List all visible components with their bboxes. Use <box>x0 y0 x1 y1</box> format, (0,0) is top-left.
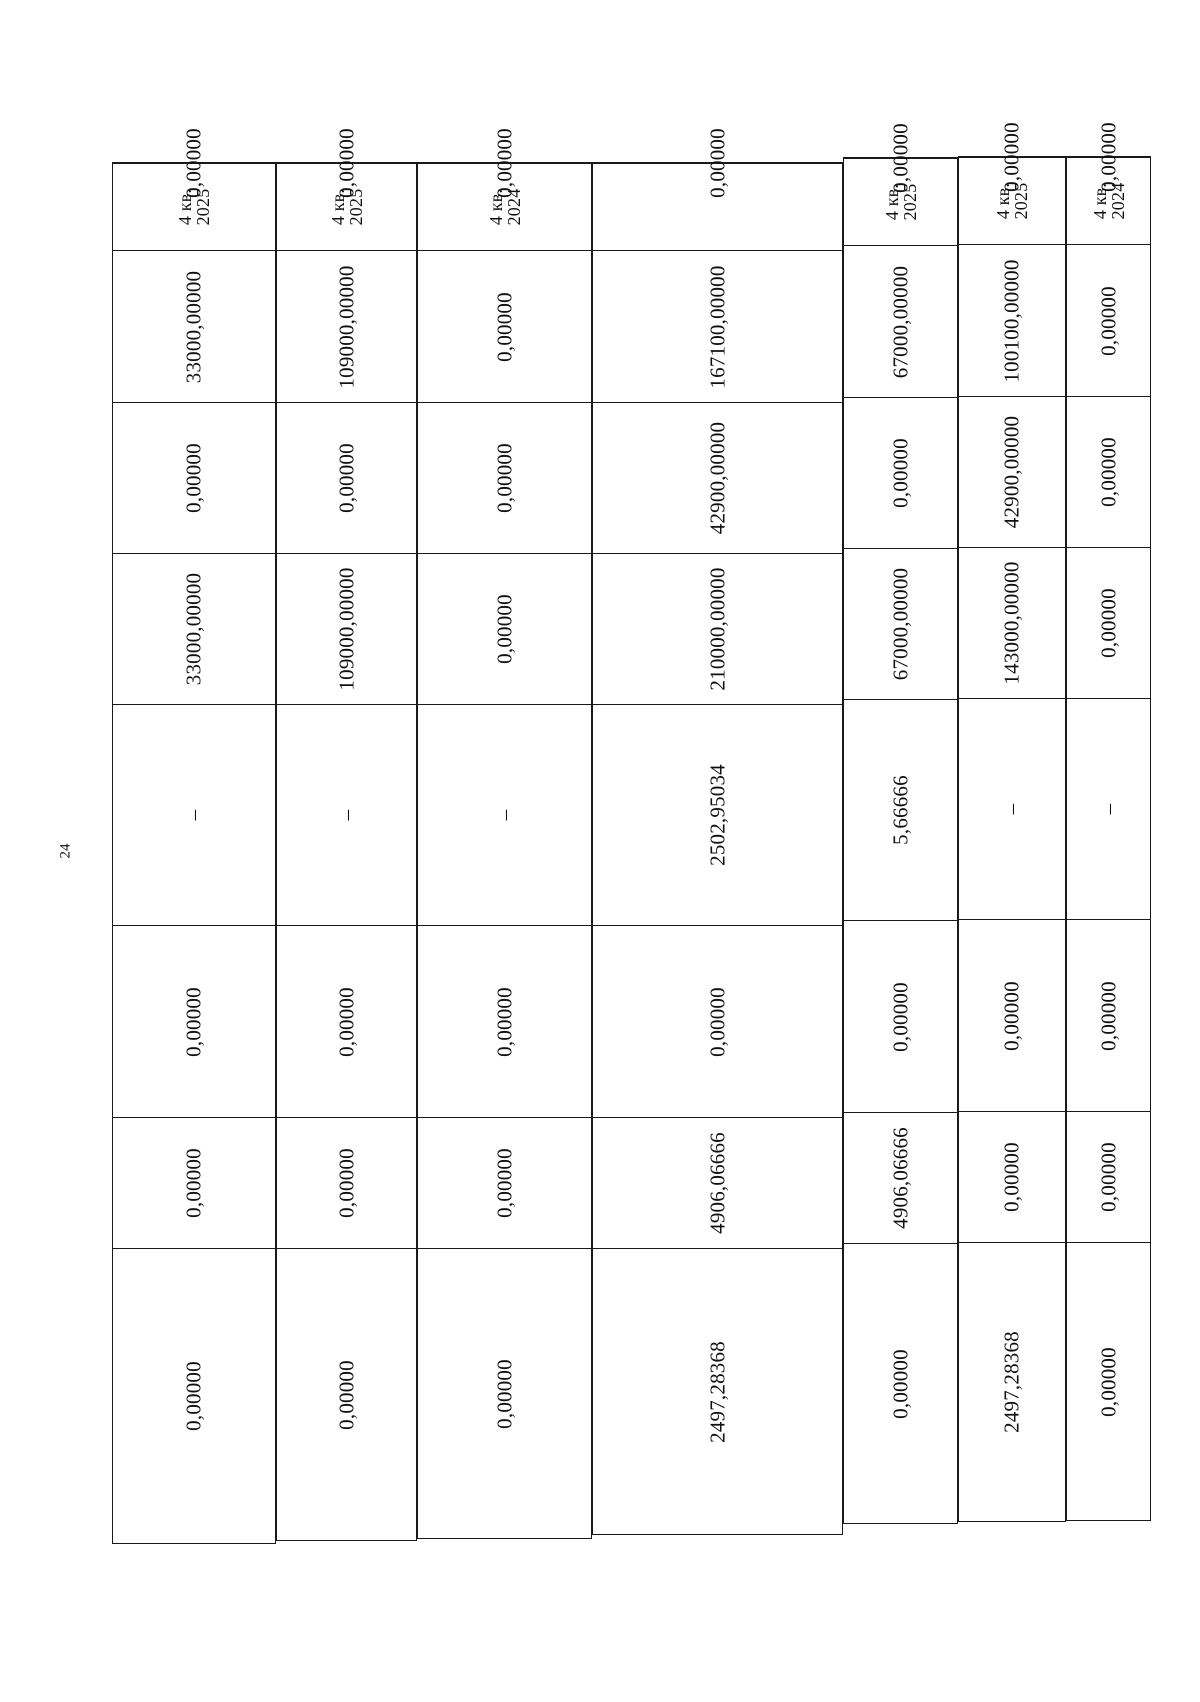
value-cell <box>417 250 592 403</box>
value-cell <box>1066 1242 1151 1521</box>
cell-value: 100100,00000 <box>999 258 1024 383</box>
value-cell <box>1066 1111 1151 1243</box>
cell-value: 0,00000 <box>181 128 206 198</box>
cell-value: 4906,06666 <box>888 1127 912 1229</box>
value-cell <box>417 553 592 705</box>
value-cell <box>417 128 592 198</box>
value-cell <box>1066 698 1151 920</box>
cell-value: 143000,00000 <box>999 561 1024 685</box>
cell-value: 0,00000 <box>334 128 358 198</box>
page-number: 24 <box>57 843 74 859</box>
table-column <box>277 128 418 1541</box>
cell-value: 0,00000 <box>888 438 912 508</box>
cell-value: 0,00000 <box>1096 122 1120 192</box>
cell-value: 0,00000 <box>181 1148 206 1218</box>
cell-value: 4906,06666 <box>705 1132 729 1234</box>
cell-value: 0,00000 <box>492 986 516 1057</box>
value-cell <box>112 402 276 554</box>
value-cell <box>592 925 843 1118</box>
value-cell <box>276 553 417 705</box>
value-cell <box>843 1112 958 1244</box>
cell-value: 0,00000 <box>492 594 516 664</box>
value-cell <box>112 704 276 926</box>
cell-value: 0,00000 <box>999 122 1024 192</box>
cell-value: 0,00000 <box>334 1359 358 1430</box>
value-cell <box>417 925 592 1118</box>
value-cell <box>1066 122 1151 192</box>
value-cell <box>958 919 1066 1112</box>
value-cell <box>958 698 1066 920</box>
value-cell <box>958 1242 1066 1522</box>
cell-value: 67000,00000 <box>888 567 912 681</box>
cell-value: 0,00000 <box>181 1361 206 1431</box>
cell-value: 0,00000 <box>1096 437 1120 507</box>
cell-value: 0,00000 <box>181 986 206 1057</box>
value-cell <box>592 704 843 926</box>
table-column <box>418 128 593 1539</box>
value-cell <box>958 1111 1066 1243</box>
cell-value: 167100,00000 <box>705 264 729 389</box>
value-cell <box>112 925 276 1118</box>
cell-value: 42900,00000 <box>999 415 1024 529</box>
value-cell <box>843 920 958 1113</box>
cell-value: 0,00000 <box>492 1148 516 1218</box>
value-cell <box>417 1117 592 1249</box>
value-cell <box>112 1117 276 1249</box>
value-cell <box>276 1248 417 1541</box>
cell-value: 0,00000 <box>705 128 729 198</box>
value-cell <box>1066 919 1151 1112</box>
cell-value: 0,00000 <box>1096 980 1120 1051</box>
cell-value: – <box>1096 803 1120 815</box>
value-cell <box>592 553 843 705</box>
cell-value: 0,00000 <box>334 986 358 1057</box>
value-cell <box>592 402 843 554</box>
cell-value: 0,00000 <box>1096 1142 1120 1212</box>
value-cell <box>958 547 1066 699</box>
data-table <box>113 122 1134 1544</box>
value-cell <box>417 1248 592 1539</box>
cell-value: 0,00000 <box>1096 1346 1120 1417</box>
value-cell <box>592 1248 843 1535</box>
value-cell <box>276 402 417 554</box>
cell-value: – <box>181 809 206 821</box>
cell-value: 109000,00000 <box>334 567 358 691</box>
value-cell <box>592 250 843 403</box>
period-label: 4 кв. 2025 <box>327 188 366 225</box>
value-cell <box>843 548 958 700</box>
value-cell <box>276 925 417 1118</box>
value-cell <box>958 396 1066 548</box>
value-cell <box>276 128 417 198</box>
cell-value: 0,00000 <box>888 123 912 193</box>
cell-value: 0,00000 <box>1096 285 1120 356</box>
cell-value: – <box>334 809 358 821</box>
cell-value: 0,00000 <box>888 981 912 1052</box>
value-cell <box>112 553 276 705</box>
value-cell <box>1066 547 1151 699</box>
value-cell <box>417 402 592 554</box>
cell-value: 5,66666 <box>888 775 912 845</box>
value-cell <box>843 245 958 398</box>
value-cell <box>592 1117 843 1249</box>
cell-value: 2497,28368 <box>999 1331 1024 1433</box>
cell-value: 33000,00000 <box>181 572 206 686</box>
period-label: 4 кв. 2024 <box>1089 182 1128 219</box>
cell-value: 2502,95034 <box>705 764 729 866</box>
value-cell <box>417 704 592 926</box>
cell-value: 0,00000 <box>705 986 729 1057</box>
cell-value: 42900,00000 <box>705 421 729 535</box>
table-column <box>593 128 844 1535</box>
cell-value: 0,00000 <box>1096 588 1120 658</box>
cell-value: 0,00000 <box>999 1142 1024 1212</box>
value-cell <box>276 250 417 403</box>
value-cell <box>843 1243 958 1524</box>
cell-value: 33000,00000 <box>181 270 206 383</box>
cell-value: 0,00000 <box>492 128 516 198</box>
cell-value: 0,00000 <box>492 291 516 362</box>
value-cell <box>958 122 1066 192</box>
cell-value: 0,00000 <box>999 980 1024 1051</box>
table-column <box>959 122 1067 1522</box>
value-cell <box>112 1248 276 1544</box>
cell-value: 0,00000 <box>492 443 516 513</box>
cell-value: 0,00000 <box>334 443 358 513</box>
period-label: 4 кв. 2024 <box>485 188 524 225</box>
value-cell <box>1066 244 1151 397</box>
cell-value: 0,00000 <box>492 1358 516 1429</box>
cell-value: 0,00000 <box>181 443 206 513</box>
cell-value: 109000,00000 <box>334 264 358 389</box>
value-cell <box>958 244 1066 397</box>
cell-value: 2497,28368 <box>705 1340 729 1443</box>
value-cell <box>592 128 843 198</box>
value-cell <box>112 250 276 403</box>
cell-value: 210000,00000 <box>705 567 729 691</box>
table-column <box>1067 122 1152 1521</box>
table-column <box>844 123 959 1524</box>
value-cell <box>843 699 958 921</box>
table-column <box>113 128 277 1544</box>
period-label: 4 кв. 2025 <box>881 183 920 220</box>
value-cell <box>843 397 958 549</box>
cell-value: 67000,00000 <box>888 265 912 378</box>
value-cell <box>843 123 958 193</box>
value-cell <box>276 704 417 926</box>
period-label: 4 кв. 2025 <box>175 188 213 225</box>
value-cell <box>1066 396 1151 548</box>
cell-value: 0,00000 <box>888 1348 912 1419</box>
cell-value: – <box>999 803 1024 815</box>
value-cell <box>276 1117 417 1249</box>
period-label: 4 кв. 2025 <box>993 182 1031 219</box>
cell-value: 0,00000 <box>334 1148 358 1218</box>
cell-value: – <box>492 809 516 821</box>
value-cell <box>112 128 276 198</box>
